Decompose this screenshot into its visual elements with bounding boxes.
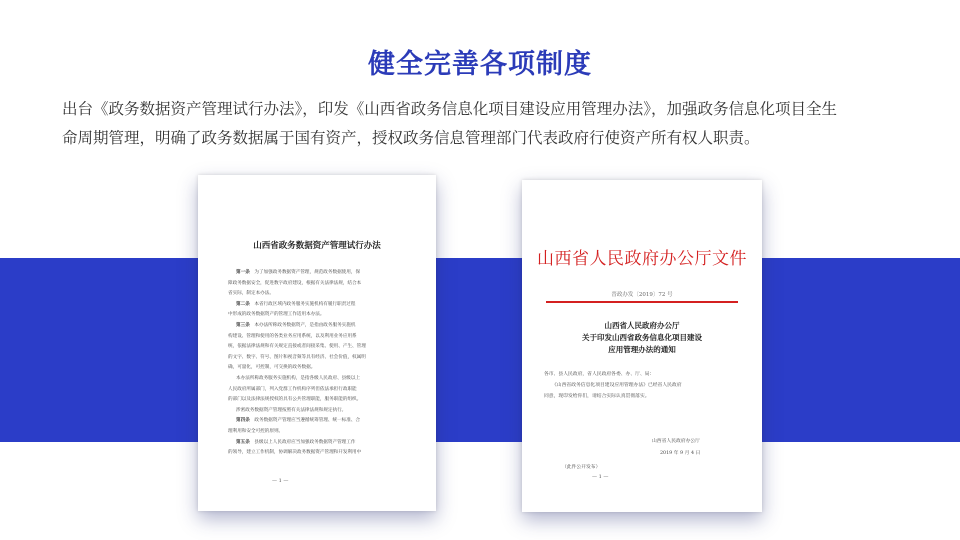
article-text: 政务数据资产管理应当遵循统筹管理、统一标准、合 xyxy=(254,418,361,424)
body-line-2: 命周期管理，明确了政务数据属于国有资产，授权政务信息管理部门代表政府行使资产所有权人职责。 xyxy=(62,129,760,147)
body-line-1: 出台《政务数据资产管理试行办法》，印发《山西省政务信息化项目建设应用管理办法》，加强政务信息化项目全生 xyxy=(62,100,838,118)
notice-title-line-3: 应用管理办法的通知 xyxy=(608,345,676,354)
article-text: 为了加强政务数据资产管理，规范政务数据使用，保 xyxy=(254,270,361,275)
article-label: 第一条 xyxy=(236,270,255,275)
notice-title-line-2: 关于印发山西省政务信息化项目建设 xyxy=(582,333,702,342)
doc-left-line xyxy=(228,279,406,289)
article-text: 理利用和安全可控的原则。 xyxy=(228,429,284,434)
article-text: 障政务数据安全，促进数字政府建设，根据有关法律法规，结合本 xyxy=(228,280,362,286)
article-label: 第五条 xyxy=(236,439,255,445)
article-label: 第三条 xyxy=(236,323,255,328)
notice-date: 2019 年 9 月 4 日 xyxy=(660,451,701,456)
doc-left-line xyxy=(228,321,406,331)
article-text: 确，可量化，可控制，可交换的政务数据。 xyxy=(228,365,316,371)
doc-left-line xyxy=(228,332,406,342)
doc-left-line xyxy=(228,353,406,363)
article-text: 构建设、管理和使用的各类业务应用系统，以及利用业务应用系 xyxy=(228,333,357,339)
slide-body-text xyxy=(62,95,902,153)
article-text: 涉密政务数据资产管理按照有关法律法规和规定执行。 xyxy=(236,407,347,413)
doc-left-line xyxy=(228,300,406,310)
article-text: 人民政府所属部门，列入党群工作机构序列但依法承担行政职能 xyxy=(228,386,357,392)
article-text: 本办法所称政务服务实施机构，是指各级人民政府、县级以上 xyxy=(236,376,361,381)
notice-body-line-3: 同意，现印发给你们，请结合实际认真贯彻落实。 xyxy=(544,394,650,399)
doc-left-line xyxy=(228,406,406,416)
article-label: 第四条 xyxy=(236,418,255,424)
article-text: 的领导，建立工作机制，协调解决政务数据资产管理和开发利用中 xyxy=(228,450,362,456)
notice-body-line-1: 各市、县人民政府，省人民政府各委、办、厅、局： xyxy=(544,372,655,377)
article-text: 统，依据法律法规和有关规定直接或者间接采集、使用、产生、管理 xyxy=(228,344,366,350)
red-header: 山西省人民政府办公厅文件 xyxy=(537,249,747,269)
notice-signature: 山西省人民政府办公厅 xyxy=(652,439,700,444)
doc-left-line xyxy=(228,438,406,448)
doc-left-line xyxy=(228,374,406,384)
doc-left-line xyxy=(228,427,406,437)
article-text: 中形成的政务数据资产的管理工作适用本办法。 xyxy=(228,312,325,318)
article-text: 本省行政区域内政务服务实施机构有履行职责过程 xyxy=(254,301,356,307)
doc-left-line xyxy=(228,363,406,373)
doc-left-line xyxy=(228,268,406,278)
article-label: 第二条 xyxy=(236,301,255,307)
slide-title: 健全完善各项制度 xyxy=(368,49,592,80)
doc-left-line xyxy=(228,310,406,320)
red-rule xyxy=(546,301,738,303)
article-text: 的文字、数字、符号、图片和视音频等具有经济、社会价值，权属明 xyxy=(228,354,366,360)
doc-right-page-number: — 1 — xyxy=(592,474,609,480)
doc-left-line xyxy=(228,342,406,352)
document-government-notice xyxy=(522,180,762,512)
notice-title-line-1: 山西省人民政府办公厅 xyxy=(604,321,680,330)
notice-publicity: （此件公开发布） xyxy=(562,465,601,470)
doc-left-line xyxy=(228,416,406,426)
article-text: 省实际，制定本办法。 xyxy=(228,291,274,297)
article-text: 的部门以及法律法规授权的具有公共管理职能，服务职能的组织。 xyxy=(228,397,362,403)
document-data-asset-measures xyxy=(198,175,436,511)
article-text: 县级以上人民政府应当加强政务数据资产管理工作 xyxy=(254,439,356,445)
doc-left-title: 山西省政务数据资产管理试行办法 xyxy=(253,241,381,251)
doc-left-page-number: — 1 — xyxy=(272,478,289,484)
article-text: 本办法所称政务数据资产，是指由政务服务实施机 xyxy=(254,323,356,328)
doc-left-line xyxy=(228,395,406,405)
doc-left-line xyxy=(228,385,406,395)
doc-number: 晋政办发〔2019〕72 号 xyxy=(611,292,673,298)
accent-band xyxy=(0,258,960,442)
notice-body-line-2: 《山西省政务信息化项目建设应用管理办法》已经省人民政府 xyxy=(552,383,682,388)
doc-left-line xyxy=(228,448,406,458)
doc-left-line xyxy=(228,289,406,299)
